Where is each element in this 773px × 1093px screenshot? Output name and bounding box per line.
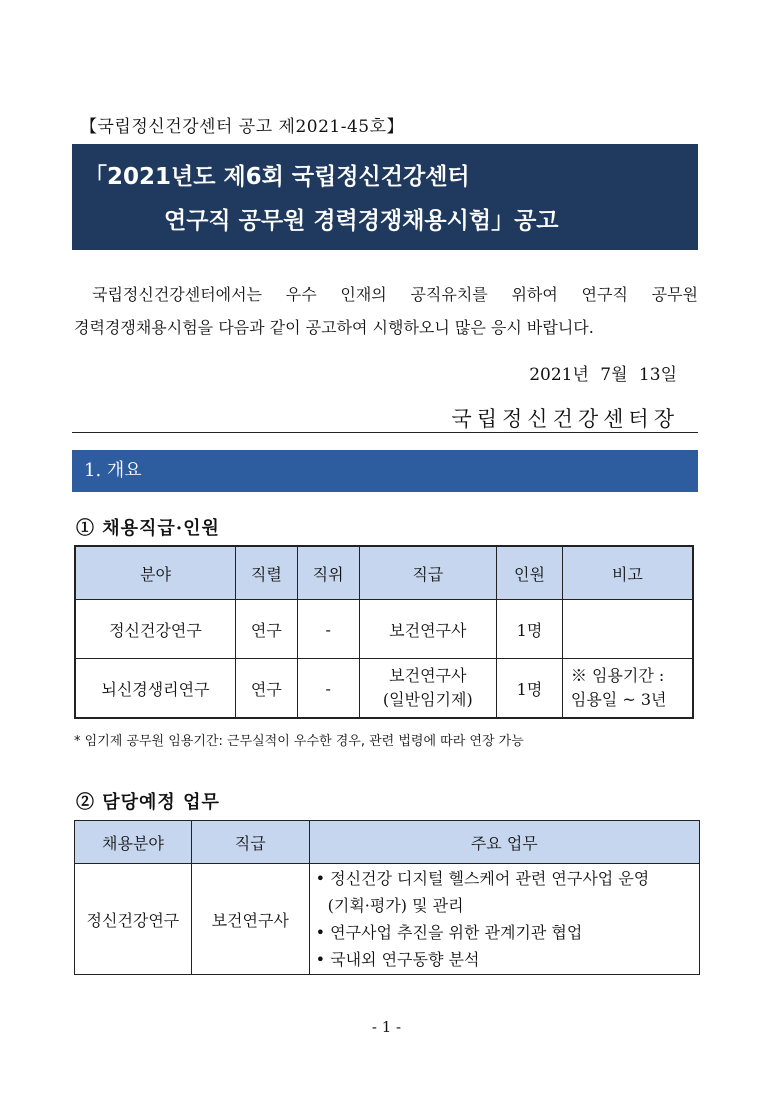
title-banner [72,144,698,250]
section-title: 1. 개요 [84,460,142,481]
cell-field: 정신건강연구 [75,600,235,659]
divider [72,432,698,433]
col-header: 채용분야 [75,821,192,864]
cell-position: - [297,600,359,659]
cell-count: 1명 [497,600,563,659]
cell-grade [359,659,497,719]
note-line-2: 임용일 ~ 3년 [570,690,667,709]
col-header: 분야 [75,546,235,600]
title-line-1: 「2021년도 제6회 국립정신건강센터 [84,164,470,190]
note-line-1: ※ 임용기간 : [570,666,665,685]
col-header: 직급 [359,546,497,600]
cell-grade: 보건연구사 [359,600,497,659]
cell-note [562,659,693,719]
table2-heading: ② 담당예정 업무 [76,792,220,813]
cell-duties [309,864,699,975]
cell-position: - [297,659,359,719]
col-header: 비고 [562,546,693,600]
col-header: 인원 [497,546,563,600]
cell-field: 뇌신경생리연구 [75,659,235,719]
notice-date: 2021년 7월 13일 [529,365,677,385]
table-row [75,659,693,719]
recruitment-table [74,545,694,719]
duty-item: • 연구사업 추진을 위한 관계기관 협업 [315,923,583,942]
table-header-row [75,821,700,864]
grade-main: 보건연구사 [389,666,467,685]
cell-series: 연구 [235,600,297,659]
col-header: 직렬 [235,546,297,600]
table-header-row [75,546,693,600]
col-header: 직급 [191,821,309,864]
cell-note [562,600,693,659]
intro-paragraph [74,278,698,344]
page-number: - 1 - [371,1018,402,1036]
cell-field: 정신건강연구 [75,864,192,975]
title-line-2: 연구직 공무원 경력경쟁채용시험」공고 [164,208,559,234]
notice-number: 【국립정신건강센터 공고 제2021-45호】 [80,117,405,137]
cell-series: 연구 [235,659,297,719]
table-row [75,600,693,659]
duty-item: • 국내외 연구동향 분석 [315,950,480,969]
table1-heading: ① 채용직급·인원 [76,518,220,539]
duties-table [74,820,700,975]
intro-line-2: 경력경쟁채용시험을 다음과 같이 공고하여 시행하오니 많은 응시 바랍니다. [74,318,594,337]
col-header: 직위 [297,546,359,600]
intro-line-1: 국립정신건강센터에서는 우수 인재의 공직유치를 위하여 연구직 공무원 [92,285,698,304]
table-row [75,864,700,975]
signer: 국립정신건강센터장 [451,407,679,431]
duty-item: (기획·평가) 및 관리 [327,896,464,915]
col-header: 주요 업무 [309,821,699,864]
footnote: * 임기제 공무원 임용기간: 근무실적이 우수한 경우, 관련 법령에 따라 연장 가능 [74,734,524,749]
cell-count: 1명 [497,659,563,719]
grade-sub: (일반임기제) [382,690,473,709]
duty-item: • 정신건강 디지털 헬스케어 관련 연구사업 운영 [315,869,650,888]
cell-grade: 보건연구사 [191,864,309,975]
section-overview-bar [72,450,698,492]
